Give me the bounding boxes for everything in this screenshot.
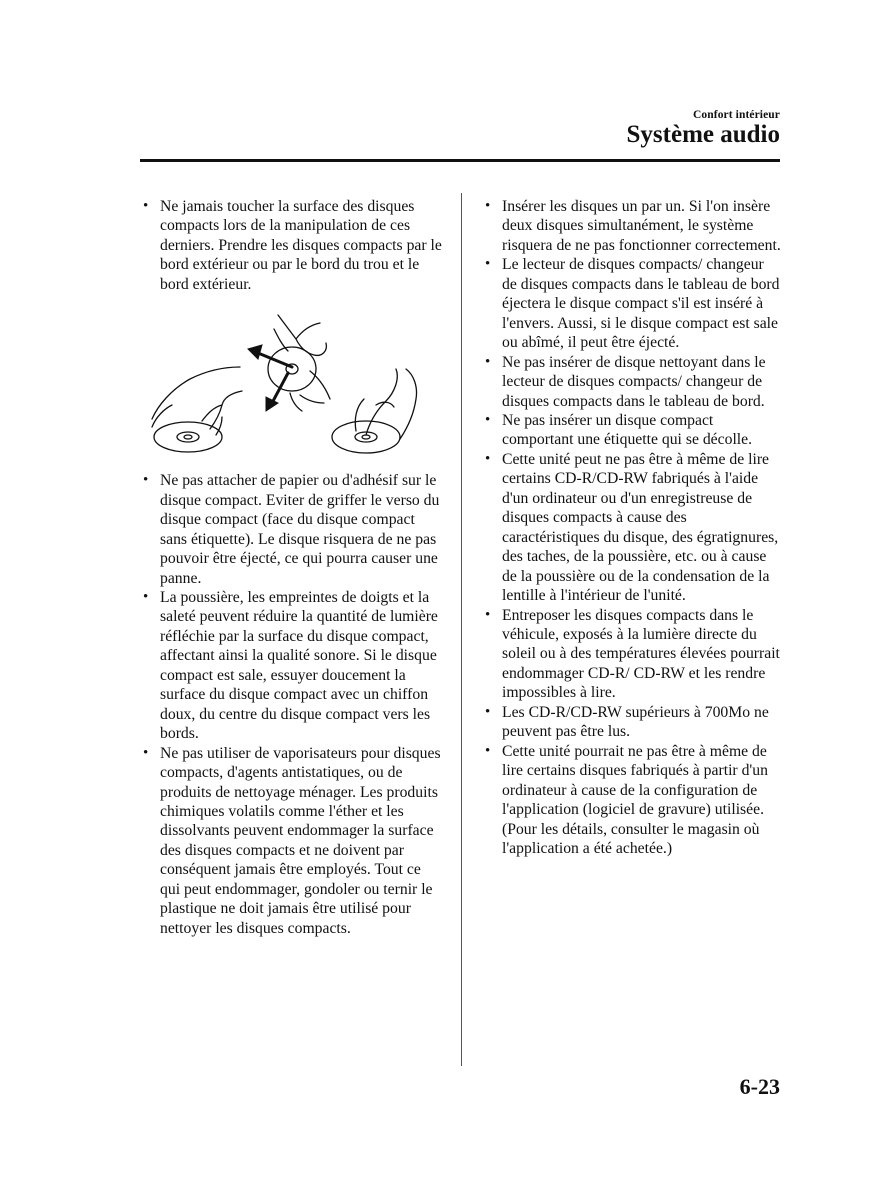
list-item: • Insérer les disques un par un. Si l'on insère deux disques simultanément, le système risquera de ne pas fonctionner correctement. <box>484 197 781 255</box>
right-column <box>484 197 781 858</box>
cd-handling-illustration <box>150 309 420 459</box>
right-bullet-list <box>484 197 781 858</box>
list-item: • Les CD-R/CD-RW supérieurs à 700Mo ne peuvent pas être lus. <box>484 703 781 742</box>
list-item: • Cette unité pourrait ne pas être à même de lire certains disques fabriqués à partir d'un ordinateur à cause de la configuration de l'application (logiciel de gravure) utilisée. (Pour les détails, consulter le magasin où l'application a été achetée.) <box>484 742 781 859</box>
section-label: Confort intérieur <box>693 109 780 121</box>
left-column <box>142 197 442 938</box>
list-item: • Entreposer les disques compacts dans le véhicule, exposés à la lumière directe du soleil ou à des températures élevées pourrait endommager CD-R/ CD-RW et les rendre impossibles à lire. <box>484 606 781 703</box>
list-item: • Ne jamais toucher la surface des disques compacts lors de la manipulation de ces derniers. Prendre les disques compacts par le bord extérieur ou par le bord du trou et le bord extérieur. <box>142 197 442 294</box>
right-hand-icon <box>355 369 416 439</box>
list-item: • Ne pas utiliser de vaporisateurs pour disques compacts, d'agents antistatiques, ou de produits de nettoyage ménager. Les produits chimiques volatils comme l'éther et les dissolvants peuvent endommager la surface des disques compacts et ne doivent par conséquent jamais être employés. Tout ce qui peut endommager, gondoler ou ternir le plastique ne doit jamais être utilisé pour nettoyer les disques compacts. <box>142 744 442 939</box>
list-item: • La poussière, les empreintes de doigts et la saleté peuvent réduire la quantité de lumière réfléchie par la surface du disque compact, affectant ainsi la qualité sonore. Si le disque compact est sale, essuyer doucement la surface du disque compact avec un chiffon doux, du centre du disque compact vers les bords. <box>142 588 442 744</box>
list-item: • Le lecteur de disques compacts/ changeur de disques compacts dans le tableau de bord éjectera le disque compact s'il est inséré à l'envers. Aussi, si le disque compact est sale ou abîmé, il peut être éjecté. <box>484 255 781 352</box>
left-bullet-list-top <box>142 197 442 294</box>
list-item: • Cette unité peut ne pas être à même de lire certains CD-R/CD-RW fabriqués à l'aide d'un ordinateur ou d'un enregistreuse de disques compacts à cause des caractéristiques du disque, des égratignures, des taches, de la poussière, etc. ou à cause de la poussière ou de la condensation de la lentille à l'intérieur de l'unité. <box>484 450 781 606</box>
right-disc-icon <box>332 421 400 453</box>
left-bullet-list-bottom <box>142 471 442 938</box>
list-item: • Ne pas insérer un disque compact comportant une étiquette qui se décolle. <box>484 411 781 450</box>
page-number: 6-23 <box>739 1074 780 1099</box>
left-hand-icon <box>152 367 242 435</box>
list-item: • Ne pas insérer de disque nettoyant dans le lecteur de disques compacts/ changeur de disques compacts dans le tableau de bord. <box>484 353 781 411</box>
header-rule <box>140 159 780 162</box>
list-item: • Ne pas attacher de papier ou d'adhésif sur le disque compact. Eviter de griffer le verso du disque compact (face du disque compact sans étiquette). Le disque risquera de ne pas pouvoir être éjecté, ce qui pourra causer une panne. <box>142 471 442 588</box>
column-divider <box>461 193 462 1066</box>
chapter-title: Système audio <box>626 121 780 148</box>
